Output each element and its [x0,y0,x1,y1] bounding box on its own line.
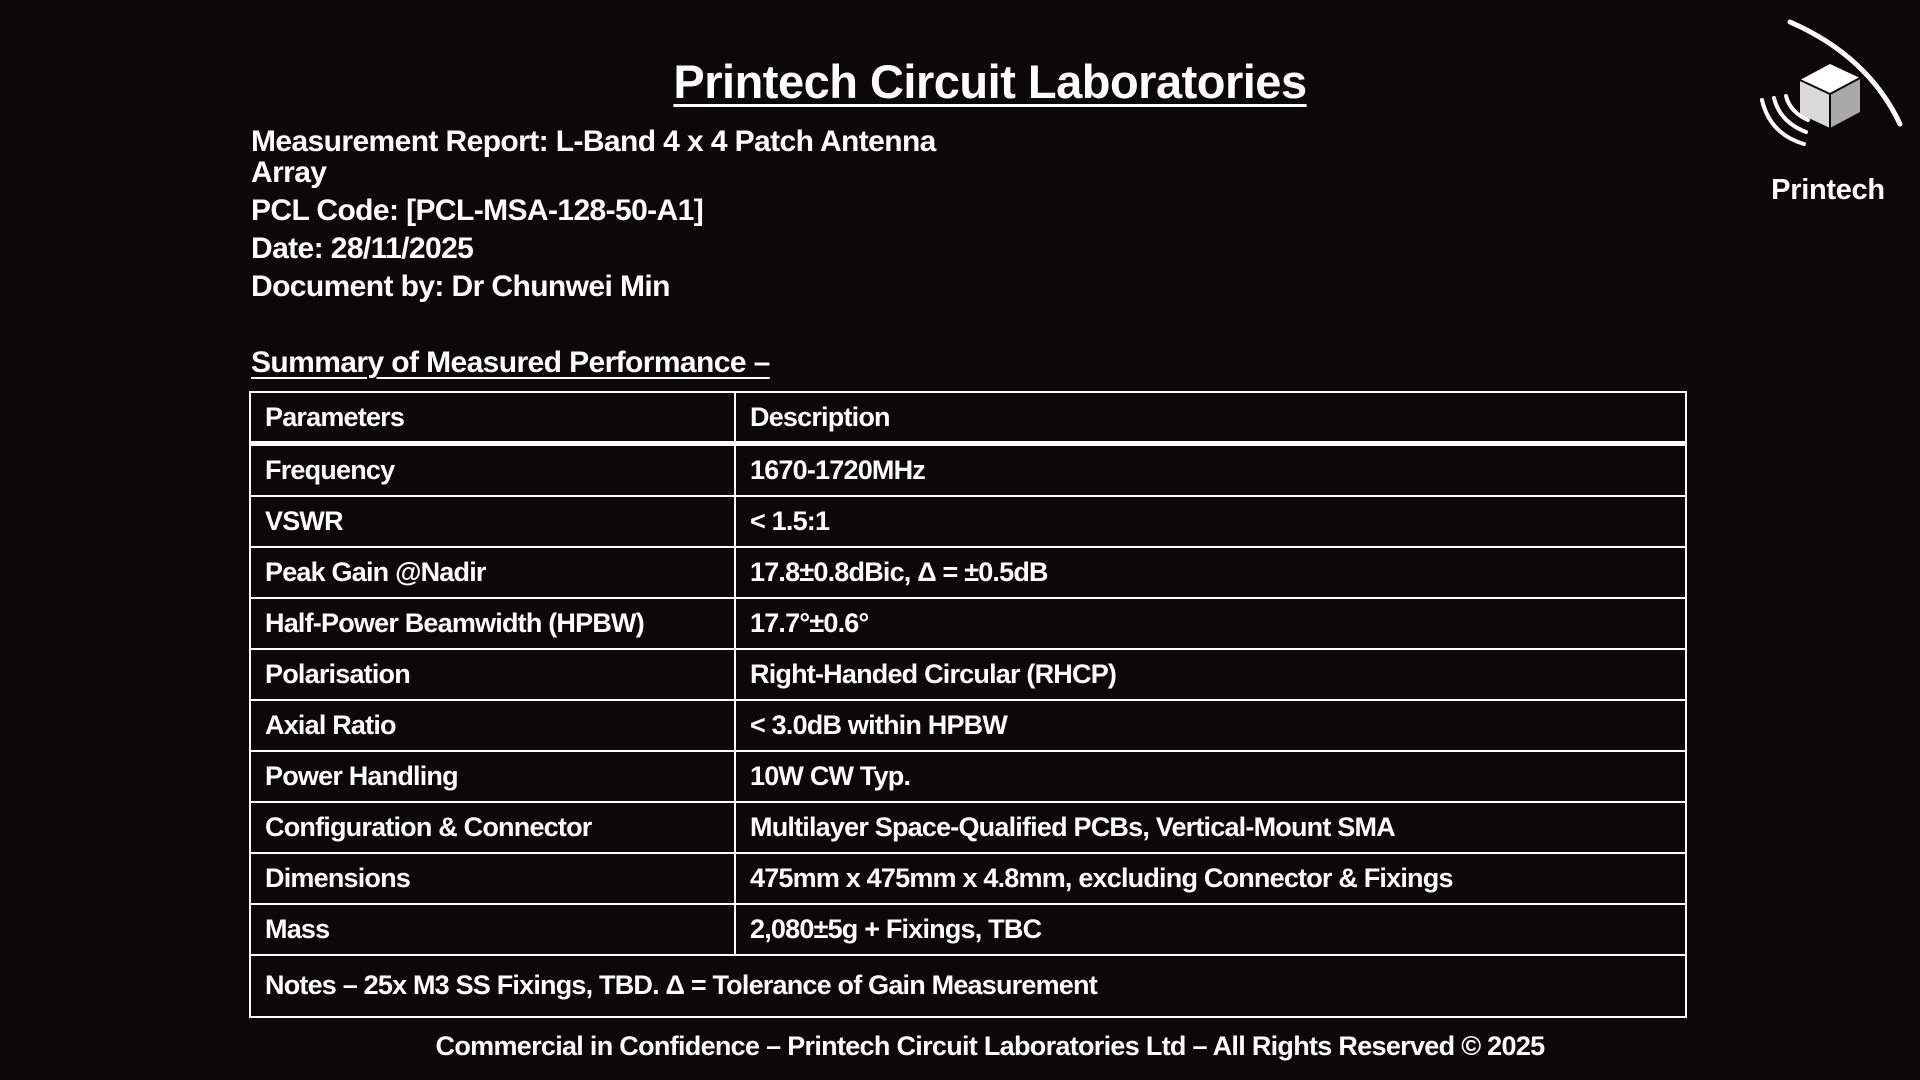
table-row [250,700,1686,751]
description-cell: < 3.0dB within HPBW [735,700,1686,751]
description-cell: 2,080±5g + Fixings, TBC [735,904,1686,955]
description-cell: Multilayer Space-Qualified PCBs, Vertical-Mount SMA [735,802,1686,853]
table-row [250,496,1686,547]
description-cell: 10W CW Typ. [735,751,1686,802]
parameter-cell: VSWR [250,496,735,547]
table-row [250,598,1686,649]
notes-row [250,955,1686,1017]
parameter-cell: Peak Gain @Nadir [250,547,735,598]
table-row [250,444,1686,497]
table-header-row [250,392,1686,444]
parameter-cell: Axial Ratio [250,700,735,751]
table-row [250,649,1686,700]
section-heading: Summary of Measured Performance – [251,346,770,379]
report-meta [251,126,1011,302]
description-cell: < 1.5:1 [735,496,1686,547]
parameter-cell: Polarisation [250,649,735,700]
parameter-cell: Power Handling [250,751,735,802]
footer-confidentiality: Commercial in Confidence – Printech Circuit Laboratories Ltd – All Rights Reserved © 2025 [435,1031,1545,1061]
table-row [250,904,1686,955]
table-row [250,547,1686,598]
table-row [250,751,1686,802]
logo-text: Printech [1771,174,1885,206]
pcl-code: PCL Code: [PCL-MSA-128-50-A1] [251,194,704,227]
report-author: Document by: Dr Chunwei Min [251,270,670,303]
performance-table [249,391,1687,1018]
printech-logo [1748,16,1908,206]
parameter-cell: Dimensions [250,853,735,904]
description-cell: 17.8±0.8dBic, Δ = ±0.5dB [735,547,1686,598]
description-cell: 17.7°±0.6° [735,598,1686,649]
report-title-line-2: Array [251,156,327,189]
document-title: Printech Circuit Laboratories [673,55,1307,108]
notes-cell: Notes – 25x M3 SS Fixings, TBD. Δ = Tolerance of Gain Measurement [250,955,1686,1017]
description-cell: 475mm x 475mm x 4.8mm, excluding Connector & Fixings [735,853,1686,904]
column-header-description: Description [735,392,1686,444]
report-title-line-1: Measurement Report: L-Band 4 x 4 Patch Antenna [251,125,936,158]
description-cell: 1670-1720MHz [735,444,1686,497]
table-row [250,802,1686,853]
column-header-parameters: Parameters [250,392,735,444]
parameter-cell: Half-Power Beamwidth (HPBW) [250,598,735,649]
cube-signal-icon [1748,16,1908,166]
parameter-cell: Mass [250,904,735,955]
parameter-cell: Configuration & Connector [250,802,735,853]
report-date: Date: 28/11/2025 [251,232,474,265]
table-row [250,853,1686,904]
description-cell: Right-Handed Circular (RHCP) [735,649,1686,700]
parameter-cell: Frequency [250,444,735,497]
